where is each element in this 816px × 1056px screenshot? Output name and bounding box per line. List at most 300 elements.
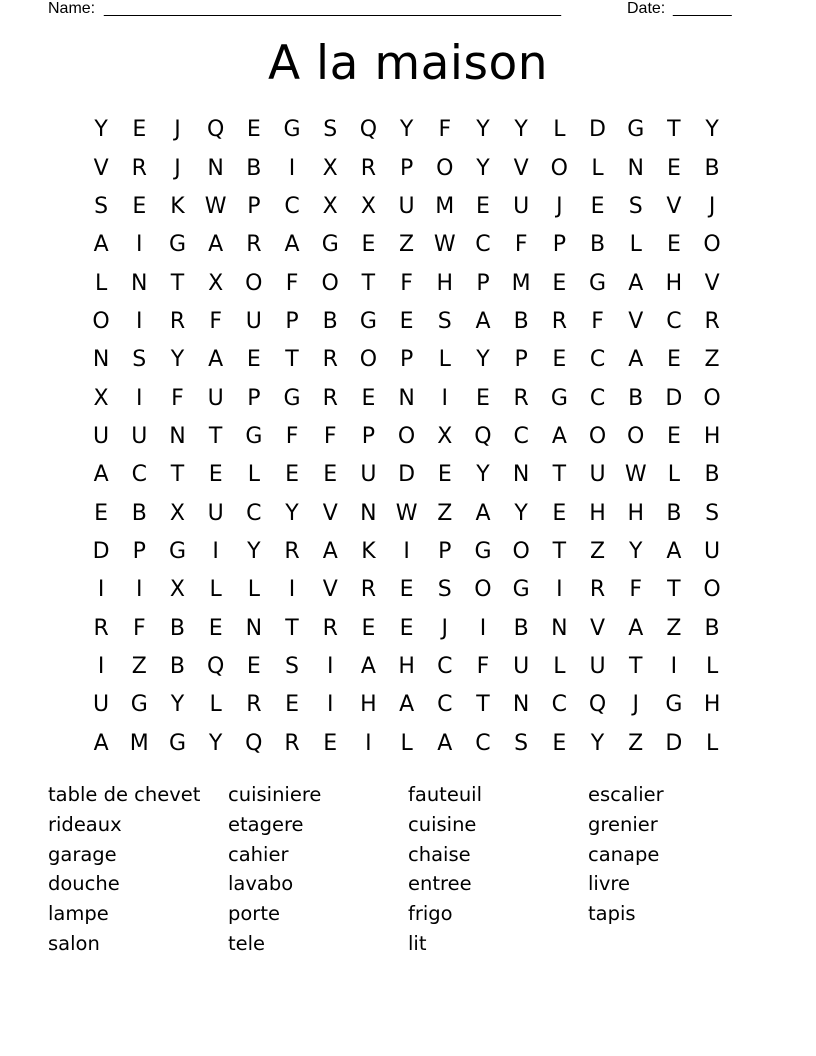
grid-letter[interactable]: W [395, 500, 418, 526]
grid-letter[interactable]: R [246, 232, 262, 258]
grid-letter[interactable]: C [666, 308, 682, 334]
grid-letter[interactable]: A [399, 692, 415, 718]
grid-letter[interactable]: H [436, 270, 454, 296]
grid-letter[interactable]: Q [359, 117, 378, 143]
grid-letter[interactable]: F [514, 232, 528, 258]
grid-letter[interactable]: H [589, 500, 606, 526]
grid-letter[interactable]: F [209, 308, 222, 334]
grid-letter[interactable]: I [326, 653, 334, 679]
grid-letter[interactable]: I [365, 730, 372, 756]
grid-letter[interactable]: E [590, 193, 605, 219]
grid-letter[interactable]: I [403, 538, 410, 564]
grid-letter[interactable]: P [552, 232, 566, 258]
grid-letter[interactable]: B [322, 308, 338, 334]
grid-letter[interactable]: D [665, 385, 683, 411]
grid-letter[interactable]: E [285, 462, 299, 488]
grid-letter[interactable]: R [704, 308, 720, 334]
grid-letter[interactable]: I [670, 653, 678, 679]
grid-letter[interactable]: M [435, 193, 455, 219]
grid-letter[interactable]: R [360, 577, 377, 603]
grid-letter[interactable]: G [359, 308, 377, 334]
grid-letter[interactable]: Q [206, 653, 225, 679]
grid-letter[interactable]: R [169, 308, 186, 334]
grid-letter[interactable]: A [284, 232, 300, 258]
grid-letter[interactable]: G [283, 117, 301, 143]
grid-letter[interactable]: E [132, 117, 147, 143]
grid-letter[interactable]: B [513, 615, 529, 641]
grid-letter[interactable]: X [322, 193, 338, 219]
grid-letter[interactable]: A [93, 730, 109, 756]
grid-letter[interactable]: U [589, 462, 606, 488]
grid-letter[interactable]: O [550, 155, 568, 181]
grid-letter[interactable]: A [322, 538, 338, 564]
grid-letter[interactable]: S [132, 347, 147, 373]
grid-letter[interactable]: U [93, 423, 110, 449]
grid-row [82, 111, 732, 149]
grid-letter[interactable]: B [513, 308, 529, 334]
grid-letter[interactable]: Y [705, 117, 719, 143]
grid-letter[interactable]: I [212, 538, 219, 564]
grid-letter[interactable]: U [589, 653, 606, 679]
grid-letter[interactable]: F [591, 308, 604, 334]
grid-letter[interactable]: W [624, 462, 647, 488]
grid-letter[interactable]: E [437, 462, 452, 488]
grid-letter[interactable]: E [666, 347, 681, 373]
grid-letter[interactable]: Y [399, 117, 414, 143]
word-list-item: chaise [408, 842, 471, 866]
grid-letter[interactable]: R [284, 730, 300, 756]
grid-letter[interactable]: A [475, 308, 491, 334]
grid-letter[interactable]: T [208, 423, 223, 449]
grid-letter[interactable]: E [399, 577, 414, 603]
grid-letter[interactable]: E [552, 730, 567, 756]
grid-letter[interactable]: N [398, 385, 415, 411]
grid-letter[interactable]: U [245, 308, 262, 334]
grid-letter[interactable]: V [322, 500, 338, 526]
grid-letter[interactable]: I [479, 615, 487, 641]
grid-letter[interactable]: U [131, 423, 148, 449]
grid-letter[interactable]: N [207, 155, 224, 181]
grid-letter[interactable]: L [553, 117, 566, 143]
grid-letter[interactable]: Y [476, 462, 490, 488]
grid-letter[interactable]: E [399, 308, 414, 334]
grid-letter[interactable]: X [322, 155, 338, 181]
grid-letter[interactable]: C [475, 730, 491, 756]
grid-letter[interactable]: O [436, 155, 454, 181]
grid-letter[interactable]: N [512, 692, 530, 718]
grid-letter[interactable]: X [360, 193, 376, 219]
grid-letter[interactable]: V [704, 270, 720, 296]
grid-letter[interactable]: N [131, 270, 148, 296]
grid-letter[interactable]: Y [476, 155, 490, 181]
grid-letter[interactable]: B [628, 385, 644, 411]
grid-letter[interactable]: P [399, 155, 414, 181]
grid-letter[interactable]: O [245, 270, 263, 296]
grid-letter[interactable]: P [247, 193, 261, 219]
grid-letter[interactable]: F [323, 423, 337, 449]
grid-letter[interactable]: S [628, 193, 643, 219]
grid-letter[interactable]: D [398, 462, 416, 488]
grid-letter[interactable]: U [93, 692, 110, 718]
grid-letter[interactable]: V [93, 155, 109, 181]
word-list [48, 780, 768, 959]
grid-letter[interactable]: Y [170, 347, 185, 373]
grid-letter[interactable]: G [168, 730, 186, 756]
grid-letter[interactable]: E [208, 615, 223, 641]
grid-letter[interactable]: Z [628, 730, 644, 756]
grid-letter[interactable]: U [513, 653, 530, 679]
grid-letter[interactable]: E [208, 462, 223, 488]
grid-letter[interactable]: A [93, 232, 109, 258]
grid-letter[interactable]: F [476, 653, 490, 679]
grid-letter[interactable]: B [169, 653, 186, 679]
grid-letter[interactable]: O [512, 538, 530, 564]
grid-letter[interactable]: E [552, 347, 567, 373]
grid-letter[interactable]: B [704, 155, 720, 181]
grid-letter[interactable]: T [170, 462, 185, 488]
grid-letter[interactable]: T [667, 117, 681, 143]
date-label: Date: [627, 0, 666, 17]
grid-letter[interactable]: J [174, 117, 181, 143]
grid-letter[interactable]: J [174, 155, 181, 181]
grid-letter[interactable]: B [704, 615, 720, 641]
grid-letter[interactable]: I [441, 385, 449, 411]
grid-letter[interactable]: W [433, 232, 456, 258]
grid-letter[interactable]: T [628, 653, 643, 679]
grid-letter[interactable]: L [667, 462, 681, 488]
grid-letter[interactable]: G [550, 385, 568, 411]
grid-letter[interactable]: A [628, 615, 644, 641]
grid-letter[interactable]: M [511, 270, 531, 296]
grid-letter[interactable]: G [283, 385, 301, 411]
grid-letter[interactable]: E [285, 692, 299, 718]
grid-letter[interactable]: B [666, 500, 682, 526]
grid-letter[interactable]: Y [590, 730, 605, 756]
grid-letter[interactable]: O [627, 423, 645, 449]
grid-letter[interactable]: Y [208, 730, 223, 756]
grid-letter[interactable]: L [705, 730, 719, 756]
grid-letter[interactable]: Z [704, 347, 720, 373]
grid-letter[interactable]: R [246, 692, 262, 718]
grid-letter[interactable]: E [361, 232, 376, 258]
grid-letter[interactable]: K [361, 538, 376, 564]
grid-letter[interactable]: K [170, 193, 185, 219]
grid-letter[interactable]: Q [588, 692, 607, 718]
grid-letter[interactable]: A [93, 462, 109, 488]
grid-letter[interactable]: P [438, 538, 452, 564]
grid-letter[interactable]: P [247, 385, 261, 411]
grid-letter[interactable]: G [474, 538, 492, 564]
grid-letter[interactable]: C [437, 692, 453, 718]
grid-letter[interactable]: Y [476, 347, 490, 373]
grid-letter[interactable]: X [208, 270, 224, 296]
grid-letter[interactable]: V [666, 193, 682, 219]
grid-letter[interactable]: G [627, 117, 645, 143]
grid-letter[interactable]: F [171, 385, 184, 411]
grid-letter[interactable]: S [514, 730, 529, 756]
grid-letter[interactable]: N [551, 615, 568, 641]
grid-letter[interactable]: F [285, 270, 299, 296]
grid-letter[interactable]: F [629, 577, 643, 603]
grid-letter[interactable]: A [360, 653, 376, 679]
grid-letter[interactable]: L [438, 347, 451, 373]
grid-letter[interactable]: L [209, 692, 222, 718]
grid-letter[interactable]: R [551, 308, 567, 334]
grid-letter[interactable]: P [361, 423, 376, 449]
grid-letter[interactable]: D [589, 117, 606, 143]
grid-letter[interactable]: N [360, 500, 377, 526]
grid-letter[interactable]: C [437, 653, 453, 679]
grid-letter[interactable]: S [323, 117, 338, 143]
grid-letter[interactable]: W [204, 193, 227, 219]
grid-letter[interactable]: E [666, 423, 681, 449]
grid-letter[interactable]: H [627, 500, 644, 526]
grid-letter[interactable]: G [512, 577, 530, 603]
grid-letter[interactable]: Y [476, 117, 490, 143]
grid-letter[interactable]: P [285, 308, 299, 334]
grid-letter[interactable]: P [514, 347, 528, 373]
grid-letter[interactable]: E [246, 347, 261, 373]
grid-letter[interactable]: A [208, 232, 224, 258]
grid-letter[interactable]: O [474, 577, 492, 603]
grid-letter[interactable]: Y [247, 538, 261, 564]
grid-letter[interactable]: B [169, 615, 186, 641]
grid-letter[interactable]: L [400, 730, 413, 756]
grid-letter[interactable]: H [665, 270, 683, 296]
word-list-item: rideaux [48, 812, 122, 836]
grid-letter[interactable]: E [476, 193, 490, 219]
grid-letter[interactable]: O [703, 385, 721, 411]
grid-letter[interactable]: P [132, 538, 146, 564]
grid-letter[interactable]: E [552, 270, 567, 296]
grid-letter[interactable]: C [589, 385, 606, 411]
grid-letter[interactable]: I [97, 653, 105, 679]
grid-letter[interactable]: N [627, 155, 644, 181]
grid-row [82, 686, 732, 724]
grid-letter[interactable]: E [361, 385, 376, 411]
grid-letter[interactable]: L [209, 577, 222, 603]
grid-letter[interactable]: R [322, 615, 338, 641]
grid-letter[interactable]: D [92, 538, 110, 564]
grid-letter[interactable]: T [361, 270, 376, 296]
grid-letter[interactable]: Z [589, 538, 606, 564]
grid-letter[interactable]: L [247, 577, 260, 603]
grid-letter[interactable]: Q [474, 423, 492, 449]
grid-letter[interactable]: L [553, 653, 566, 679]
grid-letter[interactable]: A [666, 538, 682, 564]
grid-letter[interactable]: U [704, 538, 721, 564]
grid-letter[interactable]: J [441, 615, 449, 641]
grid-letter[interactable]: E [323, 730, 338, 756]
grid-letter[interactable]: T [285, 615, 299, 641]
grid-letter[interactable]: S [705, 500, 720, 526]
grid-letter[interactable]: G [321, 232, 339, 258]
grid-letter[interactable]: Z [399, 232, 415, 258]
grid-letter[interactable]: Q [245, 730, 263, 756]
grid-letter[interactable]: A [628, 270, 644, 296]
grid-letter[interactable]: L [629, 232, 642, 258]
grid-letter[interactable]: B [704, 462, 720, 488]
grid-letter[interactable]: B [589, 232, 606, 258]
grid-letter[interactable]: S [285, 653, 300, 679]
grid-letter[interactable]: Z [131, 653, 147, 679]
grid-letter[interactable]: A [475, 500, 491, 526]
grid-letter[interactable]: I [136, 577, 143, 603]
grid-letter[interactable]: U [513, 193, 530, 219]
grid-letter[interactable]: E [323, 462, 338, 488]
grid-letter[interactable]: G [168, 538, 186, 564]
date-field[interactable]: _______ [673, 0, 732, 17]
grid-letter[interactable]: I [136, 308, 143, 334]
grid-letter[interactable]: V [628, 308, 644, 334]
grid-letter[interactable]: B [131, 500, 147, 526]
grid-letter[interactable]: Y [514, 500, 528, 526]
word-list-item: tapis [588, 902, 636, 926]
grid-letter[interactable]: N [512, 462, 530, 488]
grid-letter[interactable]: R [360, 155, 377, 181]
grid-letter[interactable]: C [513, 423, 529, 449]
grid-letter[interactable]: O [359, 347, 378, 373]
grid-letter[interactable]: E [666, 155, 681, 181]
grid-letter[interactable]: H [398, 653, 415, 679]
grid-letter[interactable]: O [92, 308, 110, 334]
grid-letter[interactable]: Y [628, 538, 643, 564]
grid-letter[interactable]: L [94, 270, 108, 296]
grid-letter[interactable]: P [476, 270, 490, 296]
grid-letter[interactable]: R [284, 538, 300, 564]
grid-letter[interactable]: A [208, 347, 224, 373]
grid-letter[interactable]: G [168, 232, 186, 258]
grid-letter[interactable]: H [703, 692, 721, 718]
grid-letter[interactable]: Z [437, 500, 453, 526]
grid-letter[interactable]: C [475, 232, 491, 258]
grid-letter[interactable]: E [666, 232, 681, 258]
grid-letter[interactable]: B [246, 155, 262, 181]
grid-letter[interactable]: P [399, 347, 414, 373]
grid-letter[interactable]: J [708, 193, 716, 219]
grid-letter[interactable]: A [628, 347, 644, 373]
grid-letter[interactable]: N [169, 423, 186, 449]
word-list-item: lit [408, 931, 427, 955]
grid-letter[interactable]: E [361, 615, 376, 641]
grid-letter[interactable]: O [703, 577, 721, 603]
grid-letter[interactable]: N [92, 347, 110, 373]
grid-letter[interactable]: J [556, 193, 563, 219]
grid-letter[interactable]: Q [206, 117, 225, 143]
grid-letter[interactable]: G [589, 270, 607, 296]
grid-letter[interactable]: L [705, 653, 719, 679]
grid-letter[interactable]: Y [285, 500, 299, 526]
name-field[interactable]: _______________________________________________________ [104, 0, 561, 17]
grid-letter[interactable]: V [322, 577, 338, 603]
grid-letter[interactable]: E [94, 500, 109, 526]
grid-letter[interactable]: I [136, 232, 143, 258]
grid-letter[interactable]: U [207, 385, 224, 411]
grid-letter[interactable]: L [591, 155, 604, 181]
grid-letter[interactable]: T [285, 347, 299, 373]
letter-grid [82, 111, 732, 763]
grid-letter[interactable]: E [476, 385, 490, 411]
grid-letter[interactable]: Y [94, 117, 108, 143]
grid-letter[interactable]: S [94, 193, 109, 219]
grid-letter[interactable]: E [246, 653, 261, 679]
grid-letter[interactable]: E [132, 193, 147, 219]
grid-letter[interactable]: I [288, 577, 296, 603]
grid-letter[interactable]: C [246, 500, 262, 526]
grid-letter[interactable]: I [288, 155, 296, 181]
grid-letter[interactable]: X [437, 423, 453, 449]
grid-letter[interactable]: R [93, 615, 109, 641]
grid-letter[interactable]: U [398, 193, 415, 219]
grid-letter[interactable]: R [589, 577, 606, 603]
grid-letter[interactable]: T [170, 270, 185, 296]
grid-letter[interactable]: C [551, 692, 568, 718]
grid-letter[interactable]: X [169, 577, 185, 603]
grid-letter[interactable]: I [326, 692, 334, 718]
grid-letter[interactable]: Z [666, 615, 682, 641]
grid-letter[interactable]: R [322, 347, 338, 373]
grid-letter[interactable]: I [97, 577, 105, 603]
grid-letter[interactable]: T [552, 462, 567, 488]
grid-letter[interactable]: T [552, 538, 567, 564]
grid-letter[interactable]: F [400, 270, 413, 296]
grid-letter[interactable]: I [556, 577, 563, 603]
grid-letter[interactable]: C [131, 462, 147, 488]
grid-letter[interactable]: T [476, 692, 490, 718]
grid-letter[interactable]: S [437, 308, 452, 334]
grid-letter[interactable]: R [131, 155, 147, 181]
grid-letter[interactable]: S [437, 577, 452, 603]
grid-letter[interactable]: U [207, 500, 224, 526]
grid-letter[interactable]: N [245, 615, 263, 641]
grid-letter[interactable]: L [247, 462, 260, 488]
grid-letter[interactable]: G [130, 692, 148, 718]
grid-letter[interactable]: O [703, 232, 721, 258]
grid-letter[interactable]: D [665, 730, 683, 756]
grid-letter[interactable]: O [321, 270, 339, 296]
grid-letter[interactable]: G [665, 692, 683, 718]
grid-letter[interactable]: U [360, 462, 377, 488]
grid-letter[interactable]: H [703, 423, 721, 449]
grid-letter[interactable]: X [93, 385, 109, 411]
grid-letter[interactable]: H [360, 692, 377, 718]
grid-letter[interactable]: M [129, 730, 149, 756]
grid-letter[interactable]: V [513, 155, 529, 181]
grid-letter[interactable]: E [399, 615, 414, 641]
grid-letter[interactable]: V [590, 615, 606, 641]
grid-letter[interactable]: J [632, 692, 639, 718]
grid-letter[interactable]: O [588, 423, 607, 449]
grid-letter[interactable]: C [284, 193, 300, 219]
grid-letter[interactable]: X [169, 500, 185, 526]
grid-letter[interactable]: C [589, 347, 606, 373]
grid-letter[interactable]: R [322, 385, 338, 411]
grid-letter[interactable]: A [437, 730, 453, 756]
grid-letter[interactable]: E [246, 117, 261, 143]
grid-letter[interactable]: O [397, 423, 416, 449]
grid-letter[interactable]: E [552, 500, 567, 526]
grid-letter[interactable]: F [285, 423, 299, 449]
grid-letter[interactable]: A [551, 423, 567, 449]
grid-letter[interactable]: Y [170, 692, 185, 718]
grid-letter[interactable]: F [132, 615, 146, 641]
grid-letter[interactable]: R [513, 385, 529, 411]
grid-letter[interactable]: T [667, 577, 681, 603]
grid-letter[interactable]: I [136, 385, 143, 411]
grid-letter[interactable]: Y [514, 117, 528, 143]
grid-letter[interactable]: F [438, 117, 452, 143]
grid-letter[interactable]: G [245, 423, 263, 449]
